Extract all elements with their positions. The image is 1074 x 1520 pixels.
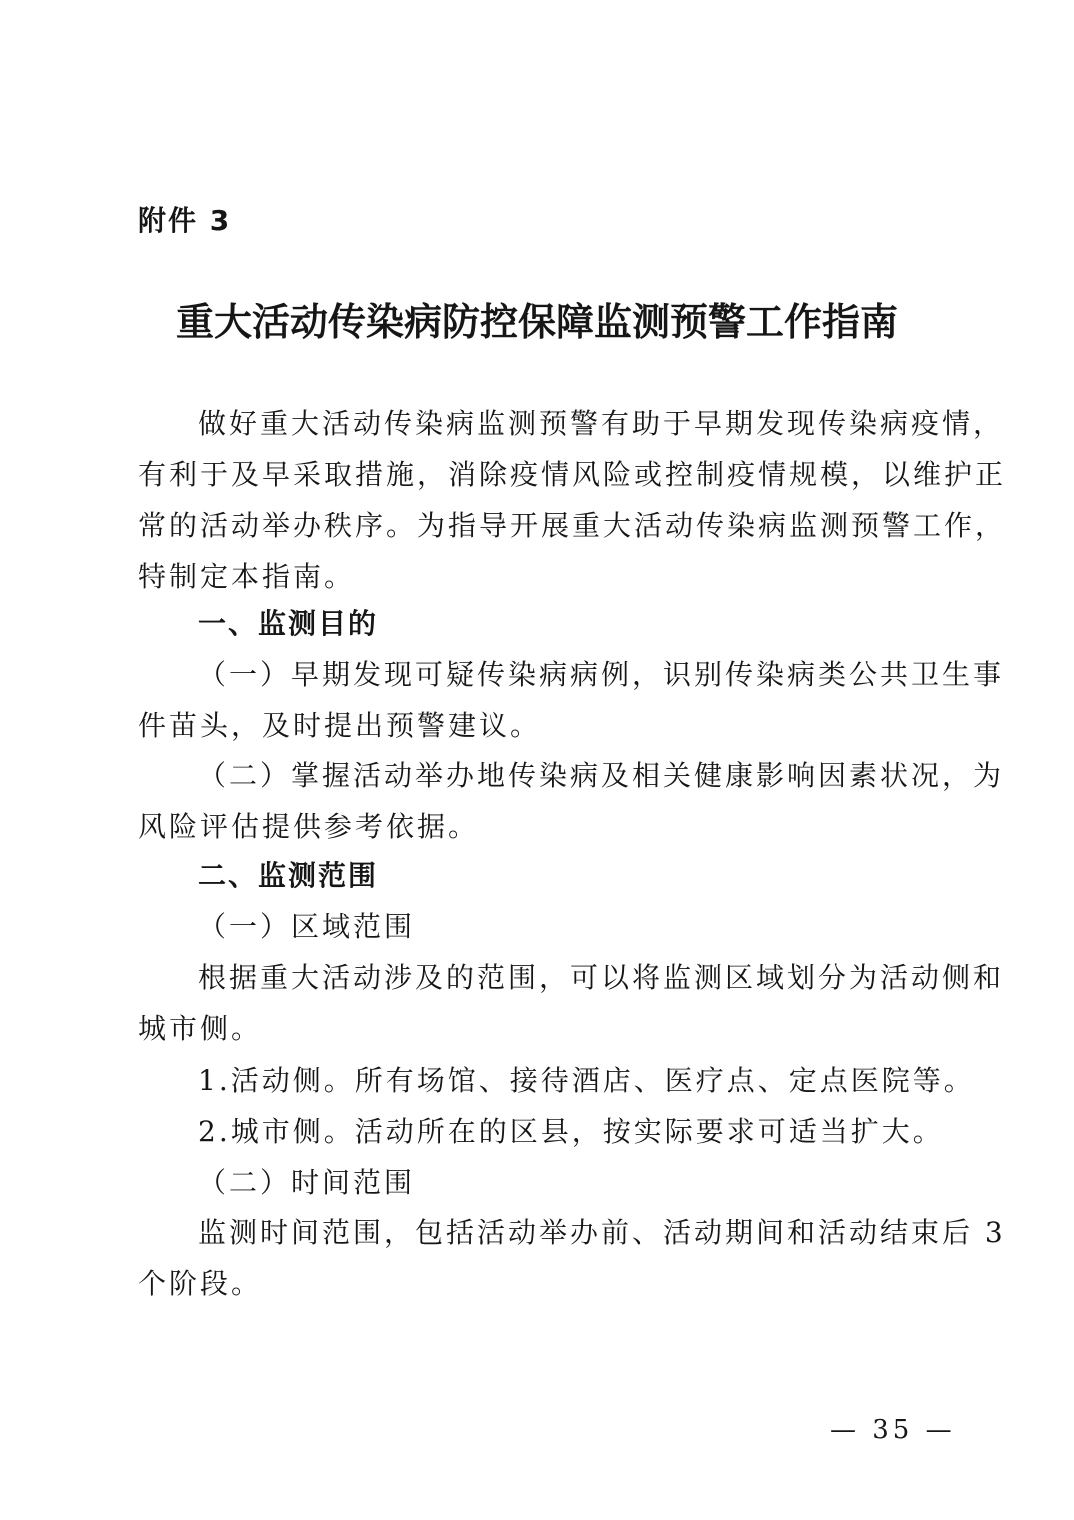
section-2-sub-2-paragraph bbox=[138, 1207, 1006, 1309]
section-2-point-2: 2.城市侧。活动所在的区县，按实际要求可适当扩大。 bbox=[198, 1115, 944, 1148]
section-2-sub-2-heading-block bbox=[138, 1157, 938, 1208]
section-2-sub-1-heading-block bbox=[138, 901, 938, 952]
section-2-sub-2-line-2: 个阶段。 bbox=[138, 1267, 263, 1300]
attachment-label: 附件 3 bbox=[138, 204, 232, 237]
section-2-sub-1-paragraph bbox=[138, 952, 1005, 1054]
section-2-point-2-block bbox=[138, 1106, 944, 1157]
section-1-item-2 bbox=[138, 750, 1005, 852]
section-1-item-1-line-1: （一）早期发现可疑传染病病例，识别传染病类公共卫生事 bbox=[198, 658, 1005, 691]
section-1-item-1-line-2: 件苗头，及时提出预警建议。 bbox=[138, 709, 542, 742]
intro-line-3: 常的活动举办秩序。为指导开展重大活动传染病监测预警工作， bbox=[138, 509, 1007, 542]
section-1-item-1 bbox=[138, 649, 1005, 751]
section-2-sub-1-heading: （一）区域范围 bbox=[198, 910, 416, 943]
section-1-heading: 一、监测目的 bbox=[198, 607, 379, 640]
section-2-sub-1-line-2: 城市侧。 bbox=[138, 1012, 263, 1045]
intro-line-2: 有利于及早采取措施，消除疫情风险或控制疫情规模，以维护正 bbox=[138, 458, 1007, 491]
section-1-item-2-line-1: （二）掌握活动举办地传染病及相关健康影响因素状况，为 bbox=[198, 759, 1005, 792]
section-2-point-1-block bbox=[138, 1055, 975, 1106]
section-1-item-2-line-2: 风险评估提供参考依据。 bbox=[138, 810, 480, 843]
intro-line-4: 特制定本指南。 bbox=[138, 560, 356, 593]
section-2-heading: 二、监测范围 bbox=[198, 859, 379, 892]
section-2-sub-1-line-1: 根据重大活动涉及的范围，可以将监测区域划分为活动侧和 bbox=[198, 961, 1005, 994]
section-2-sub-2-line-1: 监测时间范围，包括活动举办前、活动期间和活动结束后 3 bbox=[198, 1216, 1006, 1249]
page-number: — 35 — bbox=[830, 1415, 956, 1445]
intro-line-1: 做好重大活动传染病监测预警有助于早期发现传染病疫情， bbox=[198, 407, 1005, 440]
section-2-sub-2-heading: （二）时间范围 bbox=[198, 1166, 416, 1199]
document-title: 重大活动传染病防控保障监测预警工作指南 bbox=[175, 299, 898, 344]
intro-paragraph bbox=[138, 398, 1007, 602]
section-2-point-1: 1.活动侧。所有场馆、接待酒店、医疗点、定点医院等。 bbox=[198, 1064, 975, 1097]
